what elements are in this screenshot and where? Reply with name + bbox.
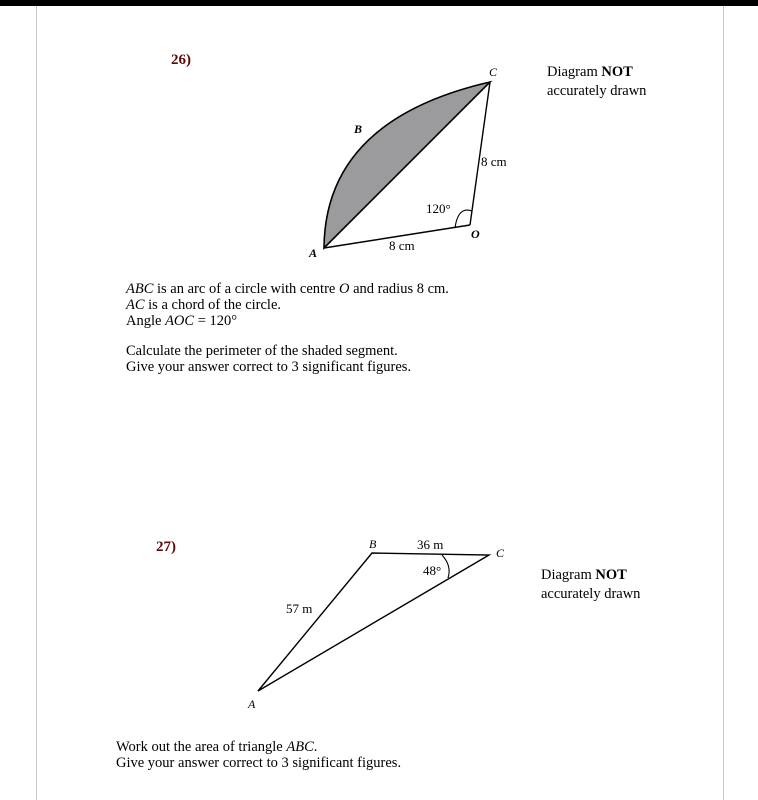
note-text-line2: accurately drawn bbox=[541, 586, 641, 602]
q26-line-5: Give your answer correct to 3 significant figures. bbox=[126, 359, 412, 375]
question-27-text bbox=[116, 739, 401, 771]
side-label-OC: 8 cm bbox=[481, 154, 507, 169]
note-text: Diagram bbox=[547, 64, 602, 80]
q26-line-1: ABC is an arc of a circle with centre O and radius 8 cm. bbox=[126, 281, 449, 297]
vertex-label-B: B bbox=[369, 537, 377, 551]
question-27-diagram bbox=[0, 500, 758, 720]
note-emphasis: NOT bbox=[595, 567, 627, 583]
angle-label-AOC: 120° bbox=[426, 201, 451, 216]
shaded-segment bbox=[324, 82, 490, 248]
vertex-label-C: C bbox=[496, 546, 505, 560]
note-emphasis: NOT bbox=[601, 64, 633, 80]
q26-line-2: AC is a chord of the circle. bbox=[126, 297, 282, 313]
question-27-number: 27) bbox=[156, 539, 176, 555]
vertex-label-O: O bbox=[471, 227, 480, 241]
question-26-text bbox=[126, 281, 449, 375]
side-label-OA: 8 cm bbox=[389, 238, 415, 253]
vertex-label-A: A bbox=[309, 246, 318, 260]
note-text-line2: accurately drawn bbox=[547, 83, 647, 99]
angle-label-48: 48° bbox=[423, 563, 442, 578]
q26-line-3: Angle AOC = 120° bbox=[126, 313, 238, 329]
side-label-AB: 57 m bbox=[286, 601, 313, 616]
vertex-label-B: B bbox=[354, 122, 363, 136]
question-26-number: 26) bbox=[171, 52, 191, 68]
q26-line-4: Calculate the perimeter of the shaded segment. bbox=[126, 343, 398, 359]
vertex-label-C: C bbox=[489, 65, 498, 79]
vertex-label-A: A bbox=[248, 697, 256, 711]
note-text: Diagram bbox=[541, 567, 596, 583]
q27-line-1: Work out the area of triangle ABC. bbox=[116, 739, 318, 755]
q27-line-2: Give your answer correct to 3 significant figures. bbox=[116, 755, 402, 771]
side-label-BC: 36 m bbox=[417, 537, 444, 552]
angle-arc-B bbox=[442, 555, 449, 578]
triangle-ABC bbox=[258, 553, 489, 691]
